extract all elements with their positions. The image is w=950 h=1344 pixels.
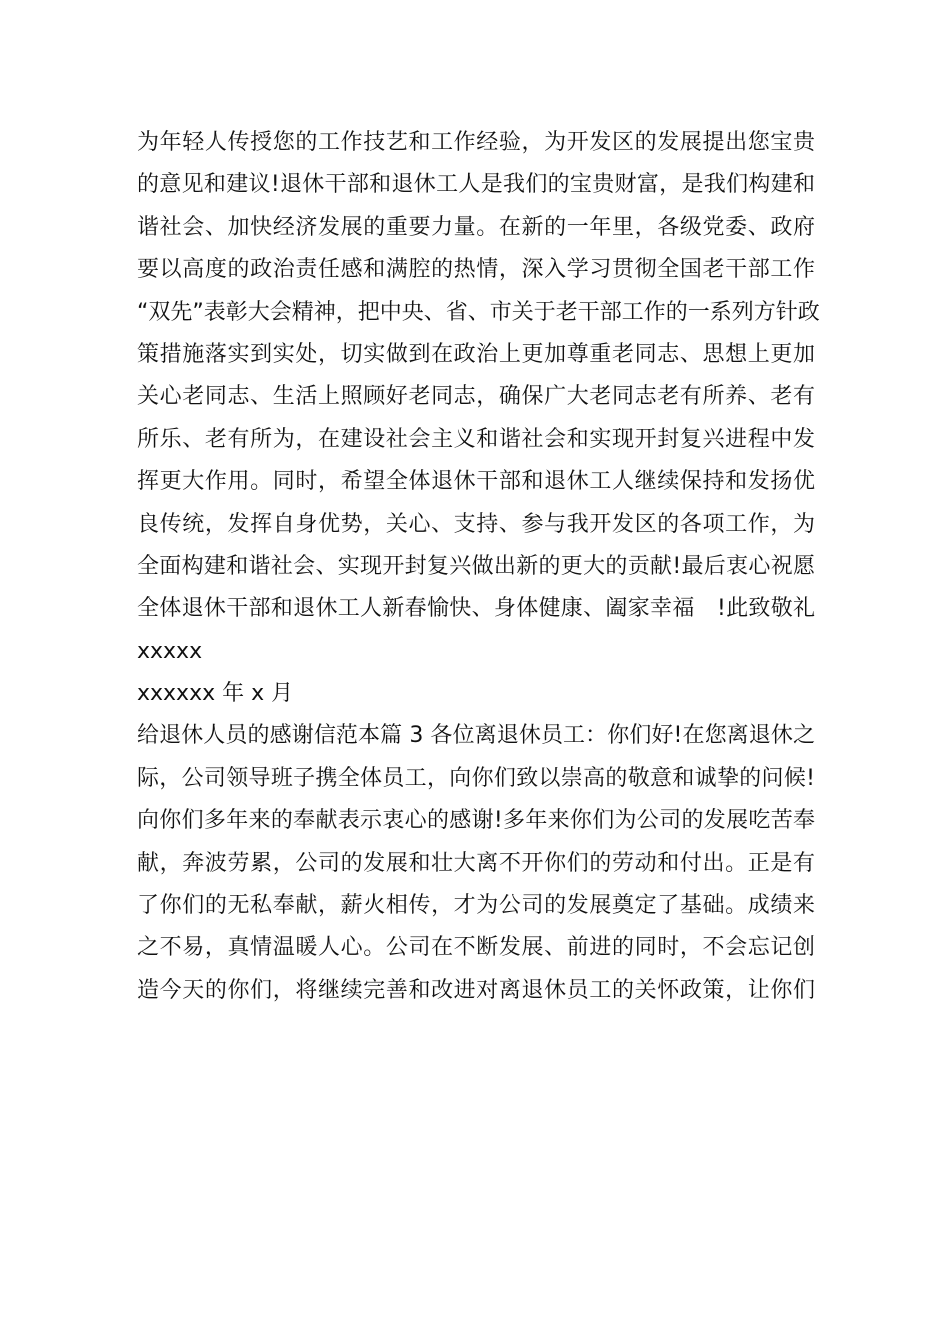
body-line: 关心老同志、生活上照顾好老同志，确保广大老同志老有所养、老有 <box>137 384 815 410</box>
body-line: 良传统，发挥自身优势，关心、支持、参与我开发区的各项工作，为 <box>137 511 815 537</box>
body-line: 全面构建和谐社会、实现开封复兴做出新的更大的贡献!最后衷心祝愿 <box>137 553 815 579</box>
body-line: 献，奔波劳累，公司的发展和壮大离不开你们的劳动和付出。正是有 <box>137 850 815 876</box>
body-line: 之不易，真情温暖人心。公司在不断发展、前进的同时，不会忘记创 <box>137 935 815 961</box>
body-line: 造今天的你们，将继续完善和改进对离退休员工的关怀政策，让你们 <box>137 977 815 1003</box>
body-line: 了你们的无私奉献，薪火相传，才为公司的发展奠定了基础。成绩来 <box>137 893 815 919</box>
body-line: 向你们多年来的奉献表示衷心的感谢!多年来你们为公司的发展吃苦奉 <box>137 808 815 834</box>
body-line: 所乐、老有所为，在建设社会主义和谐社会和实现开封复兴进程中发 <box>137 426 815 452</box>
body-line: 挥更大作用。同时，希望全体退休干部和退休工人继续保持和发扬优 <box>137 469 815 495</box>
body-line: 的意见和建议!退休干部和退休工人是我们的宝贵财富，是我们构建和 <box>137 172 815 198</box>
signature-name: xxxxx <box>137 638 203 664</box>
body-line: 谐社会、加快经济发展的重要力量。在新的一年里，各级党委、政府 <box>137 214 815 240</box>
body-line: 策措施落实到实处，切实做到在政治上更加尊重老同志、思想上更加 <box>137 341 815 367</box>
body-line: 为年轻人传授您的工作技艺和工作经验，为开发区的发展提出您宝贵 <box>137 130 815 155</box>
body-line: 要以高度的政治责任感和满腔的热情，深入学习贯彻全国老干部工作 <box>137 257 815 283</box>
letter-body <box>137 122 827 1012</box>
body-line: 全体退休干部和退休工人新春愉快、身体健康、阖家幸福 !此致敬礼 <box>137 596 815 622</box>
body-line: “双先”表彰大会精神，把中央、省、市关于老干部工作的一系列方针政 <box>137 299 820 325</box>
body-line: 给退休人员的感谢信范本篇 3 各位离退休员工：你们好!在您离退休之 <box>137 723 815 749</box>
signature-date: xxxxxx 年 x 月 <box>137 681 294 707</box>
body-line: 际，公司领导班子携全体员工，向你们致以崇高的敬意和诚挚的问候! <box>137 765 815 791</box>
